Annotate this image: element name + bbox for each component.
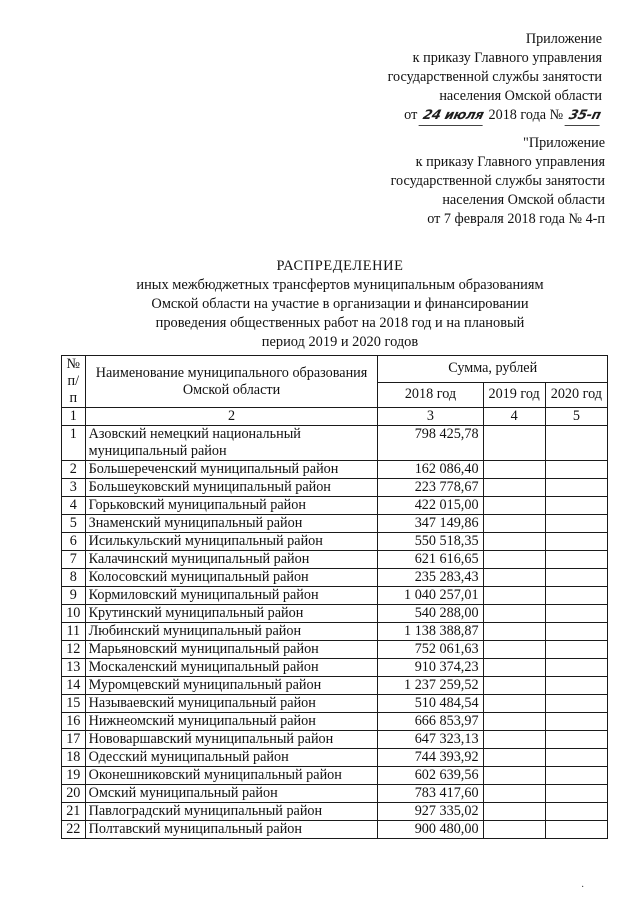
table-row xyxy=(62,821,608,839)
table-row xyxy=(62,659,608,677)
table-row xyxy=(62,641,608,659)
amount-2019-cell xyxy=(483,533,545,551)
amount-2019-cell xyxy=(483,677,545,695)
row-number-cell: 17 xyxy=(62,731,86,749)
row-number-cell: 20 xyxy=(62,785,86,803)
index-cell: 4 xyxy=(483,408,545,426)
header-line: государственной службы занятости xyxy=(390,173,605,189)
header-line: населения Омской области xyxy=(442,192,605,208)
table-row xyxy=(62,479,608,497)
amount-2020-cell xyxy=(545,659,607,677)
table-row xyxy=(62,515,608,533)
table-row xyxy=(62,551,608,569)
amount-2020-cell xyxy=(545,641,607,659)
amount-2019-cell xyxy=(483,426,545,461)
row-number-cell: 3 xyxy=(62,479,86,497)
municipality-name-cell: Колосовский муниципальный район xyxy=(85,569,378,587)
municipality-name-cell: Нижнеомский муниципальный район xyxy=(85,713,378,731)
row-number-cell: 4 xyxy=(62,497,86,515)
amount-2018-cell: 910 374,23 xyxy=(378,659,483,677)
order-date-line xyxy=(388,106,602,126)
amount-2020-cell xyxy=(545,461,607,479)
municipality-name-cell: Большеуковский муниципальный район xyxy=(85,479,378,497)
amount-2019-cell xyxy=(483,695,545,713)
title-line: иных межбюджетных трансфертов муниципальным образованиям xyxy=(136,277,544,293)
row-number-cell: 21 xyxy=(62,803,86,821)
table-row xyxy=(62,533,608,551)
municipality-name-cell: Павлоградский муниципальный район xyxy=(85,803,378,821)
municipality-name-cell: Азовский немецкий национальный муниципальный район xyxy=(85,426,378,461)
amount-2018-cell: 647 323,13 xyxy=(378,731,483,749)
amount-2019-cell xyxy=(483,659,545,677)
header-line: государственной службы занятости xyxy=(387,69,602,85)
title-heading: РАСПРЕДЕЛЕНИЕ xyxy=(276,258,404,274)
amount-2020-cell xyxy=(545,677,607,695)
amount-2020-cell xyxy=(545,479,607,497)
amount-2019-cell xyxy=(483,641,545,659)
appendix-header-previous xyxy=(391,134,605,229)
amount-2018-cell: 900 480,00 xyxy=(378,821,483,839)
table-row xyxy=(62,426,608,461)
table-row xyxy=(62,785,608,803)
row-number-cell: 16 xyxy=(62,713,86,731)
municipality-name-cell: Любинский муниципальный район xyxy=(85,623,378,641)
row-number-cell: 11 xyxy=(62,623,86,641)
amount-2019-cell xyxy=(483,605,545,623)
amount-2019-cell xyxy=(483,785,545,803)
amount-2018-cell: 621 616,65 xyxy=(378,551,483,569)
amount-2020-cell xyxy=(545,551,607,569)
amount-2018-cell: 1 138 388,87 xyxy=(378,623,483,641)
amount-2019-cell xyxy=(483,479,545,497)
amount-2018-cell: 1 237 259,52 xyxy=(378,677,483,695)
table-header-row xyxy=(62,356,608,383)
row-number-cell: 9 xyxy=(62,587,86,605)
date-prefix: от xyxy=(404,107,418,123)
appendix-header-current xyxy=(388,30,602,126)
municipality-name-cell: Оконешниковский муниципальный район xyxy=(85,767,378,785)
date-middle: 2018 года № xyxy=(488,107,564,123)
amount-2020-cell xyxy=(545,695,607,713)
amount-2019-cell xyxy=(483,623,545,641)
row-number-cell: 2 xyxy=(62,461,86,479)
amount-2020-cell xyxy=(545,821,607,839)
municipality-name-cell: Крутинский муниципальный район xyxy=(85,605,378,623)
handwritten-number: 35-п xyxy=(564,106,604,126)
title-line: период 2019 и 2020 годов xyxy=(261,334,419,350)
amount-2018-cell: 162 086,40 xyxy=(378,461,483,479)
amount-2020-cell xyxy=(545,497,607,515)
municipality-name-cell: Омский муниципальный район xyxy=(85,785,378,803)
table-row xyxy=(62,569,608,587)
row-number-cell: 14 xyxy=(62,677,86,695)
amount-2018-cell: 783 417,60 xyxy=(378,785,483,803)
municipality-name-cell: Муромцевский муниципальный район xyxy=(85,677,378,695)
amount-2020-cell xyxy=(545,605,607,623)
municipality-name-cell: Знаменский муниципальный район xyxy=(85,515,378,533)
amount-2019-cell xyxy=(483,569,545,587)
amount-2019-cell xyxy=(483,821,545,839)
table-row xyxy=(62,713,608,731)
municipality-name-cell: Кормиловский муниципальный район xyxy=(85,587,378,605)
municipality-name-cell: Горьковский муниципальный район xyxy=(85,497,378,515)
municipality-name-cell: Калачинский муниципальный район xyxy=(85,551,378,569)
row-number-cell: 13 xyxy=(62,659,86,677)
table-row xyxy=(62,677,608,695)
document-title xyxy=(60,257,620,352)
table-row xyxy=(62,767,608,785)
amount-2019-cell xyxy=(483,713,545,731)
header-line: к приказу Главного управления xyxy=(415,154,605,170)
amount-2019-cell xyxy=(483,803,545,821)
amount-2019-cell xyxy=(483,461,545,479)
table-row xyxy=(62,587,608,605)
table-row xyxy=(62,497,608,515)
amount-2018-cell: 550 518,35 xyxy=(378,533,483,551)
row-number-cell: 8 xyxy=(62,569,86,587)
amount-2019-cell xyxy=(483,497,545,515)
amount-2020-cell xyxy=(545,749,607,767)
amount-2019-cell xyxy=(483,587,545,605)
amount-2018-cell: 602 639,56 xyxy=(378,767,483,785)
table-row xyxy=(62,605,608,623)
header-line: Приложение xyxy=(525,31,602,47)
row-number-cell: 6 xyxy=(62,533,86,551)
row-number-cell: 19 xyxy=(62,767,86,785)
amount-2018-cell: 752 061,63 xyxy=(378,641,483,659)
row-number-cell: 22 xyxy=(62,821,86,839)
header-line: "Приложение xyxy=(523,135,605,151)
amount-2020-cell xyxy=(545,731,607,749)
amount-2020-cell xyxy=(545,533,607,551)
municipality-name-cell: Называевский муниципальный район xyxy=(85,695,378,713)
col-header-2020: 2020 год xyxy=(545,382,607,408)
header-line: от 7 февраля 2018 года № 4-п xyxy=(427,211,605,227)
amount-2020-cell xyxy=(545,803,607,821)
title-line: Омской области на участие в организации и финансировании xyxy=(151,296,529,312)
amount-2019-cell xyxy=(483,767,545,785)
amount-2020-cell xyxy=(545,569,607,587)
table-row xyxy=(62,695,608,713)
amount-2018-cell: 223 778,67 xyxy=(378,479,483,497)
row-number-cell: 18 xyxy=(62,749,86,767)
table-row xyxy=(62,731,608,749)
amount-2019-cell xyxy=(483,731,545,749)
table-row xyxy=(62,461,608,479)
row-number-cell: 12 xyxy=(62,641,86,659)
amount-2020-cell xyxy=(545,587,607,605)
row-number-cell: 15 xyxy=(62,695,86,713)
amount-2018-cell: 1 040 257,01 xyxy=(378,587,483,605)
amount-2018-cell: 235 283,43 xyxy=(378,569,483,587)
table-row xyxy=(62,623,608,641)
amount-2018-cell: 510 484,54 xyxy=(378,695,483,713)
header-line: к приказу Главного управления xyxy=(412,50,602,66)
municipality-name-cell: Марьяновский муниципальный район xyxy=(85,641,378,659)
index-cell: 1 xyxy=(62,408,86,426)
amount-2018-cell: 666 853,97 xyxy=(378,713,483,731)
table-index-row xyxy=(62,408,608,426)
amount-2019-cell xyxy=(483,515,545,533)
amount-2018-cell: 798 425,78 xyxy=(378,426,483,461)
amount-2018-cell: 927 335,02 xyxy=(378,803,483,821)
amount-2020-cell xyxy=(545,785,607,803)
table-row xyxy=(62,803,608,821)
handwritten-date: 24 июля xyxy=(418,106,487,126)
index-cell: 2 xyxy=(85,408,378,426)
amount-2018-cell: 422 015,00 xyxy=(378,497,483,515)
municipality-name-cell: Полтавский муниципальный район xyxy=(85,821,378,839)
amount-2020-cell xyxy=(545,426,607,461)
amount-2018-cell: 347 149,86 xyxy=(378,515,483,533)
table-row xyxy=(62,749,608,767)
amount-2018-cell: 540 288,00 xyxy=(378,605,483,623)
col-header-2018: 2018 год xyxy=(378,382,483,408)
municipality-name-cell: Исилькульский муниципальный район xyxy=(85,533,378,551)
amount-2020-cell xyxy=(545,767,607,785)
amount-2020-cell xyxy=(545,713,607,731)
municipality-name-cell: Одесский муниципальный район xyxy=(85,749,378,767)
municipality-name-cell: Большереченский муниципальный район xyxy=(85,461,378,479)
municipality-name-cell: Нововаршавский муниципальный район xyxy=(85,731,378,749)
header-line: населения Омской области xyxy=(439,88,602,104)
col-header-name: Наименование муниципального образования Омской области xyxy=(85,356,378,408)
amount-2020-cell xyxy=(545,515,607,533)
col-header-number: № п/п xyxy=(62,356,86,408)
row-number-cell: 1 xyxy=(62,426,86,461)
row-number-cell: 7 xyxy=(62,551,86,569)
amount-2020-cell xyxy=(545,623,607,641)
amount-2018-cell: 744 393,92 xyxy=(378,749,483,767)
col-header-2019: 2019 год xyxy=(483,382,545,408)
col-header-sum: Сумма, рублей xyxy=(378,356,608,383)
amount-2019-cell xyxy=(483,749,545,767)
row-number-cell: 5 xyxy=(62,515,86,533)
page-mark: · xyxy=(581,882,585,893)
distribution-table xyxy=(61,355,608,839)
title-line: проведения общественных работ на 2018 год и на плановый xyxy=(155,315,525,331)
index-cell: 5 xyxy=(545,408,607,426)
row-number-cell: 10 xyxy=(62,605,86,623)
municipality-name-cell: Москаленский муниципальный район xyxy=(85,659,378,677)
amount-2019-cell xyxy=(483,551,545,569)
index-cell: 3 xyxy=(378,408,483,426)
